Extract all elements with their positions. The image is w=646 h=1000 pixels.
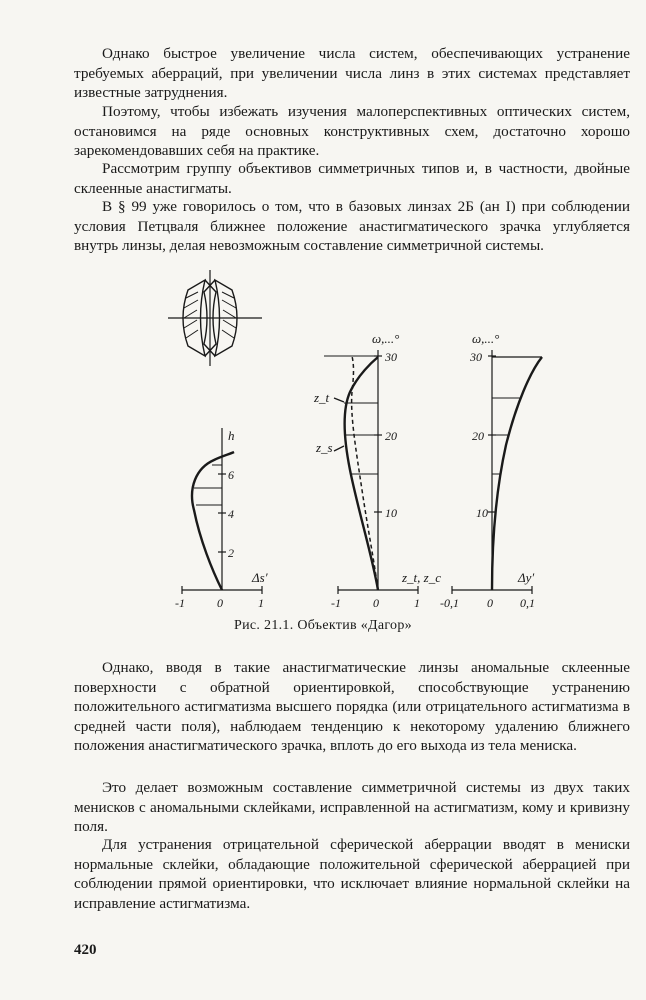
paragraph-4: В § 99 уже говорилось о том, что в базовых линзах 2Б (ан I) при соблюдении условия Петцваля ближнее положение анастигматического зрачка углубляется внутрь линзы, делая невозможным составление симметричной системы.	[74, 198, 630, 255]
paragraph-6: Это делает возможным составление симметричной системы из двух таких менисков с аномальными склейками, исправленной на астигматизм, кому и кривизну поля.	[74, 779, 630, 836]
plot1-ytick: 2	[228, 546, 234, 560]
plot1-xtick: 1	[258, 596, 264, 610]
figure-caption: Рис. 21.1. Объектив «Дагор»	[234, 618, 412, 633]
plot-astigmatism	[313, 331, 441, 610]
plot3-x-label: Δy′	[518, 570, 535, 585]
plot1-ytick: 6	[228, 468, 234, 482]
paragraph-3: Рассмотрим группу объективов симметричных типов и, в частности, двойные склеенные анастигматы.	[74, 160, 630, 197]
plot3-xtick: -0,1	[440, 596, 459, 610]
plot1-xtick: 0	[217, 596, 223, 610]
plot2-y-label: ω,...°	[372, 331, 400, 346]
paragraph-2: Поэтому, чтобы избежать изучения малоперспективных оптических систем, остановимся на ряде основных конструктивных схем, достаточно хорошо зарекомендовавших себя на практике.	[74, 103, 630, 160]
paragraph-5: Однако, вводя в такие анастигматические линзы аномальные склеенные поверхности с обратной ориентировкой, способствующие устранению положительного астигматизма высшего порядка (или отрицательного астигматизма в средней части поля), наблюдаем тенденцию к некоторому удалению ближнего положения анастигматического зрачка, вплоть до его выхода из тела мениска.	[74, 659, 630, 755]
plot3-xtick: 0,1	[520, 596, 535, 610]
plot2-ytick: 30	[385, 350, 397, 364]
plot3-xtick: 0	[487, 596, 493, 610]
plot3-y-label: ω,...°	[472, 331, 500, 346]
plot-distortion	[440, 331, 542, 610]
plot-spherical-aberration	[175, 428, 268, 610]
plot1-xtick: -1	[175, 596, 185, 610]
plot2-xtick: 1	[414, 596, 420, 610]
plot3-ytick: 10	[476, 506, 488, 520]
lens-diagram	[168, 270, 262, 366]
paragraph-7: Для устранения отрицательной сферической аберрации вводят в мениски нормальные склейки, обладающие положительной сферической аберрацией при соблюдении прямой ориентировки, что исключает влияние нормальной склейки на исправление астигматизма.	[74, 836, 630, 912]
plot2-curve-zt-label: z_t	[314, 390, 330, 405]
plot1-x-label: Δs′	[252, 570, 268, 585]
plot2-x-label: z_t, z_c	[402, 570, 441, 585]
plot1-y-label: h	[228, 428, 235, 443]
plot1-ytick: 4	[228, 507, 234, 521]
plot3-ytick: 20	[472, 429, 484, 443]
plot2-xtick: 0	[373, 596, 379, 610]
page-number: 420	[74, 942, 97, 958]
plot3-ytick: 30	[470, 350, 482, 364]
plot2-ytick: 20	[385, 429, 397, 443]
plot2-curve-zs-label: z_s	[316, 440, 333, 455]
plot2-ytick: 10	[385, 506, 397, 520]
plot2-xtick: -1	[331, 596, 341, 610]
paragraph-1: Однако быстрое увеличение числа систем, обеспечивающих устранение требуемых аберраций, при увеличении числа линз в этих системах представляет известные затруднения.	[74, 45, 630, 102]
